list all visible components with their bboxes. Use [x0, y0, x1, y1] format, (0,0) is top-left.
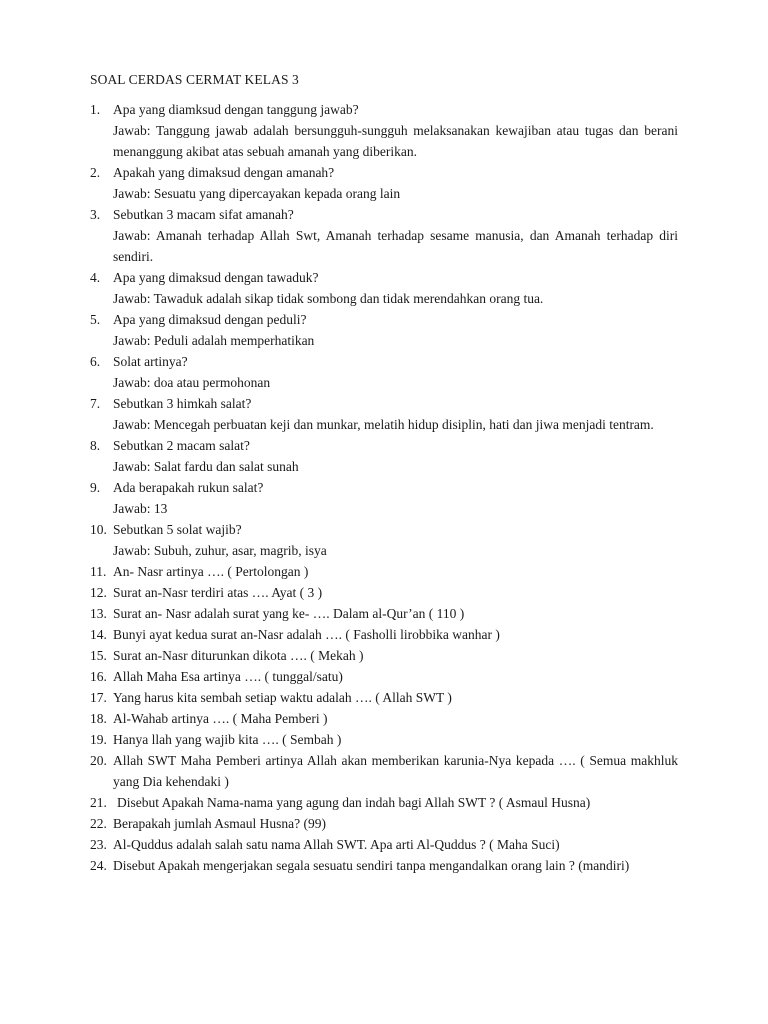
- answer-text: Jawab: Subuh, zuhur, asar, magrib, isya: [113, 543, 327, 558]
- question-item: [90, 708, 678, 729]
- question-text: Hanya llah yang wajib kita …. ( Sembah ): [113, 732, 342, 747]
- question-item: [90, 435, 678, 477]
- answer-text: Jawab: Peduli adalah memperhatikan: [113, 333, 315, 348]
- question-item: [90, 519, 678, 561]
- question-number: 16.: [90, 669, 107, 684]
- question-number: 14.: [90, 627, 107, 642]
- question-text: Solat artinya?: [113, 354, 188, 369]
- answer-text: Jawab: doa atau permohonan: [113, 375, 271, 390]
- question-text: Disebut Apakah mengerjakan segala sesuatu sendiri tanpa mengandalkan orang lain ? (mandiri): [113, 858, 630, 873]
- answer-text: Jawab: Tawaduk adalah sikap tidak sombong dan tidak merendahkan orang tua.: [113, 291, 544, 306]
- question-text: Apa yang diamksud dengan tanggung jawab?: [113, 102, 359, 117]
- question-text: Disebut Apakah Nama-nama yang agung dan indah bagi Allah SWT ? ( Asmaul Husna): [117, 795, 591, 810]
- question-item: [90, 99, 678, 162]
- question-item: [90, 855, 678, 876]
- question-text: Al-Wahab artinya …. ( Maha Pemberi ): [113, 711, 328, 726]
- question-item: [90, 351, 678, 393]
- question-number: 19.: [90, 732, 107, 747]
- question-text: Allah Maha Esa artinya …. ( tunggal/satu): [113, 669, 343, 684]
- question-text: Surat an-Nasr diturunkan dikota …. ( Mekah ): [113, 648, 364, 663]
- question-item: [90, 603, 678, 624]
- question-number: 22.: [90, 816, 107, 831]
- answer-text: Jawab: Amanah terhadap Allah Swt, Amanah terhadap sesame manusia, dan Amanah terhadap diri sendiri.: [113, 228, 678, 264]
- question-number: 18.: [90, 711, 107, 726]
- question-text: Allah SWT Maha Pemberi artinya Allah akan memberikan karunia-Nya kepada …. ( Semua makhluk yang Dia kehendaki ): [113, 753, 678, 789]
- question-number: 2.: [90, 165, 101, 180]
- question-item: [90, 204, 678, 267]
- question-item: [90, 750, 678, 792]
- question-text: Sebutkan 2 macam salat?: [113, 438, 250, 453]
- question-number: 23.: [90, 837, 107, 852]
- question-item: [90, 624, 678, 645]
- question-item: [90, 645, 678, 666]
- question-number: 20.: [90, 753, 107, 768]
- question-item: [90, 792, 678, 813]
- question-number: 10.: [90, 522, 107, 537]
- question-text: Apa yang dimaksud dengan peduli?: [113, 312, 307, 327]
- question-number: 6.: [90, 354, 101, 369]
- question-item: [90, 813, 678, 834]
- question-number: 3.: [90, 207, 101, 222]
- question-item: [90, 561, 678, 582]
- question-text: Yang harus kita sembah setiap waktu adalah …. ( Allah SWT ): [113, 690, 452, 705]
- question-item: [90, 267, 678, 309]
- question-text: Sebutkan 3 macam sifat amanah?: [113, 207, 294, 222]
- question-number: 13.: [90, 606, 107, 621]
- document-title: SOAL CERDAS CERMAT KELAS 3: [90, 72, 299, 87]
- answer-text: Jawab: Tanggung jawab adalah bersungguh-sungguh melaksanakan kewajiban atau tugas dan berani menanggung akibat atas sebuah amanah yang diberikan.: [113, 123, 678, 159]
- answer-text: Jawab: 13: [113, 501, 168, 516]
- question-number: 9.: [90, 480, 101, 495]
- answer-text: Jawab: Salat fardu dan salat sunah: [113, 459, 299, 474]
- question-text: Sebutkan 3 himkah salat?: [113, 396, 252, 411]
- question-text: Al-Quddus adalah salah satu nama Allah SWT. Apa arti Al-Quddus ? ( Maha Suci): [113, 837, 560, 852]
- question-text: Apa yang dimaksud dengan tawaduk?: [113, 270, 319, 285]
- question-number: 12.: [90, 585, 107, 600]
- question-text: Berapakah jumlah Asmaul Husna? (99): [113, 816, 326, 831]
- question-item: [90, 729, 678, 750]
- question-text: Apakah yang dimaksud dengan amanah?: [113, 165, 335, 180]
- answer-text: Jawab: Mencegah perbuatan keji dan munkar, melatih hidup disiplin, hati dan jiwa menjadi tentram.: [113, 417, 654, 432]
- question-text: Surat an-Nasr terdiri atas …. Ayat ( 3 ): [113, 585, 323, 600]
- question-number: 24.: [90, 858, 107, 873]
- question-text: Surat an- Nasr adalah surat yang ke- …. Dalam al-Qur’an ( 110 ): [113, 606, 465, 621]
- question-number: 4.: [90, 270, 101, 285]
- question-text: An- Nasr artinya …. ( Pertolongan ): [113, 564, 309, 579]
- question-item: [90, 162, 678, 204]
- question-text: Sebutkan 5 solat wajib?: [113, 522, 242, 537]
- question-number: 5.: [90, 312, 101, 327]
- question-number: 1.: [90, 102, 101, 117]
- question-number: 7.: [90, 396, 101, 411]
- question-number: 21.: [90, 795, 107, 810]
- question-item: [90, 834, 678, 855]
- answer-text: Jawab: Sesuatu yang dipercayakan kepada orang lain: [113, 186, 401, 201]
- question-number: 11.: [90, 564, 107, 579]
- question-number: 15.: [90, 648, 107, 663]
- question-item: [90, 687, 678, 708]
- question-item: [90, 582, 678, 603]
- question-item: [90, 666, 678, 687]
- question-list: [90, 99, 678, 876]
- question-number: 17.: [90, 690, 107, 705]
- question-item: [90, 309, 678, 351]
- question-text: Ada berapakah rukun salat?: [113, 480, 264, 495]
- question-text: Bunyi ayat kedua surat an-Nasr adalah …. ( Fasholli lirobbika wanhar ): [113, 627, 500, 642]
- question-item: [90, 477, 678, 519]
- question-item: [90, 393, 678, 435]
- question-number: 8.: [90, 438, 101, 453]
